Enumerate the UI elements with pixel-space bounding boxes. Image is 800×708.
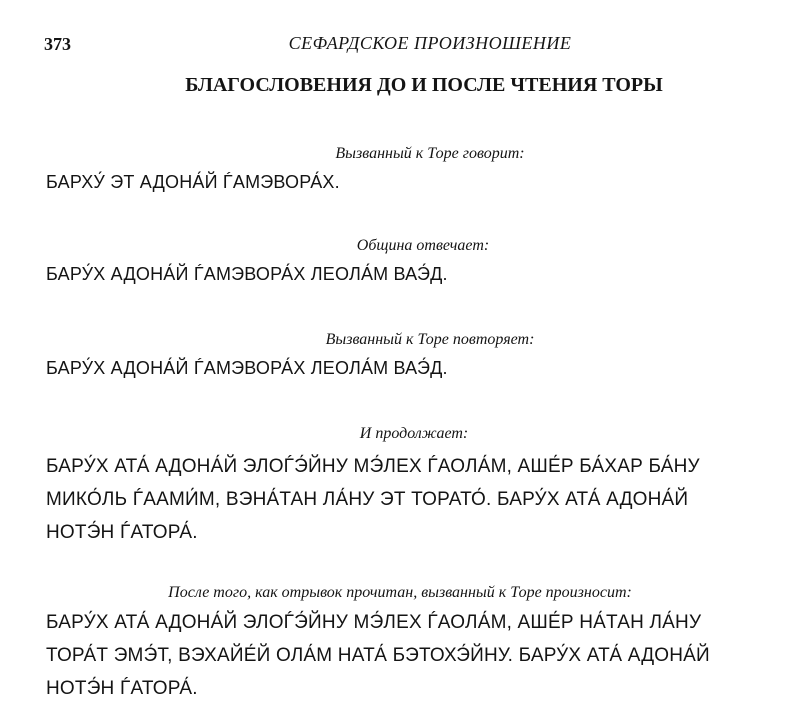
transliteration-4 bbox=[46, 450, 766, 549]
transliteration-line: МИКО́ЛЬ ЃААМИ́М, ВЭНА́ТАН ЛА́НУ ЭТ ТОРАТО́. БАРУ́Х АТА́ АДОНА́Й bbox=[46, 489, 689, 510]
transliteration-5 bbox=[46, 606, 766, 705]
rubric-2: Община отвечает: bbox=[356, 237, 490, 254]
page-number: 373 bbox=[44, 34, 71, 54]
section-title: БЛАГОСЛОВЕНИЯ ДО И ПОСЛЕ ЧТЕНИЯ ТОРЫ bbox=[185, 74, 663, 96]
transliteration-2 bbox=[46, 258, 766, 291]
transliteration-line: ТОРА́Т ЭМЭ́Т, ВЭХАЙЕ́Й ОЛА́М НАТА́ БЭТОХЭ́ЙНУ. БАРУ́Х АТА́ АДОНА́Й bbox=[46, 645, 710, 666]
transliteration-1 bbox=[46, 166, 766, 199]
running-head: СЕФАРДСКОЕ ПРОИЗНОШЕНИЕ bbox=[288, 33, 572, 53]
transliteration-line: БАРУ́Х АТА́ АДОНА́Й ЭЛОЃЭ́ЙНУ МЭ́ЛЕХ ЃАОЛА́М, АШЕ́Р БА́ХАР БА́НУ bbox=[46, 456, 700, 477]
transliteration-3 bbox=[46, 352, 766, 385]
transliteration-line: НОТЭ́Н ЃАТОРА́. bbox=[46, 522, 198, 543]
rubric-3: Вызванный к Торе повторяет: bbox=[325, 331, 535, 348]
transliteration-line: БАРХУ́ ЭТ АДОНА́Й ЃАМЭВОРА́Х. bbox=[46, 172, 340, 192]
rubric-4: И продолжает: bbox=[359, 425, 469, 442]
rubric-5: После того, как отрывок прочитан, вызванный к Торе произносит: bbox=[168, 584, 632, 601]
transliteration-line: БАРУ́Х АТА́ АДОНА́Й ЭЛОЃЭ́ЙНУ МЭ́ЛЕХ ЃАОЛА́М, АШЕ́Р НА́ТАН ЛА́НУ bbox=[46, 612, 702, 633]
rubric-1: Вызванный к Торе говорит: bbox=[335, 145, 525, 162]
transliteration-line: БАРУ́Х АДОНА́Й ЃАМЭВОРА́Х ЛЕОЛА́М ВАЭ́Д. bbox=[46, 264, 448, 284]
transliteration-line: БАРУ́Х АДОНА́Й ЃАМЭВОРА́Х ЛЕОЛА́М ВАЭ́Д. bbox=[46, 358, 448, 378]
transliteration-line: НОТЭ́Н ЃАТОРА́. bbox=[46, 678, 198, 699]
